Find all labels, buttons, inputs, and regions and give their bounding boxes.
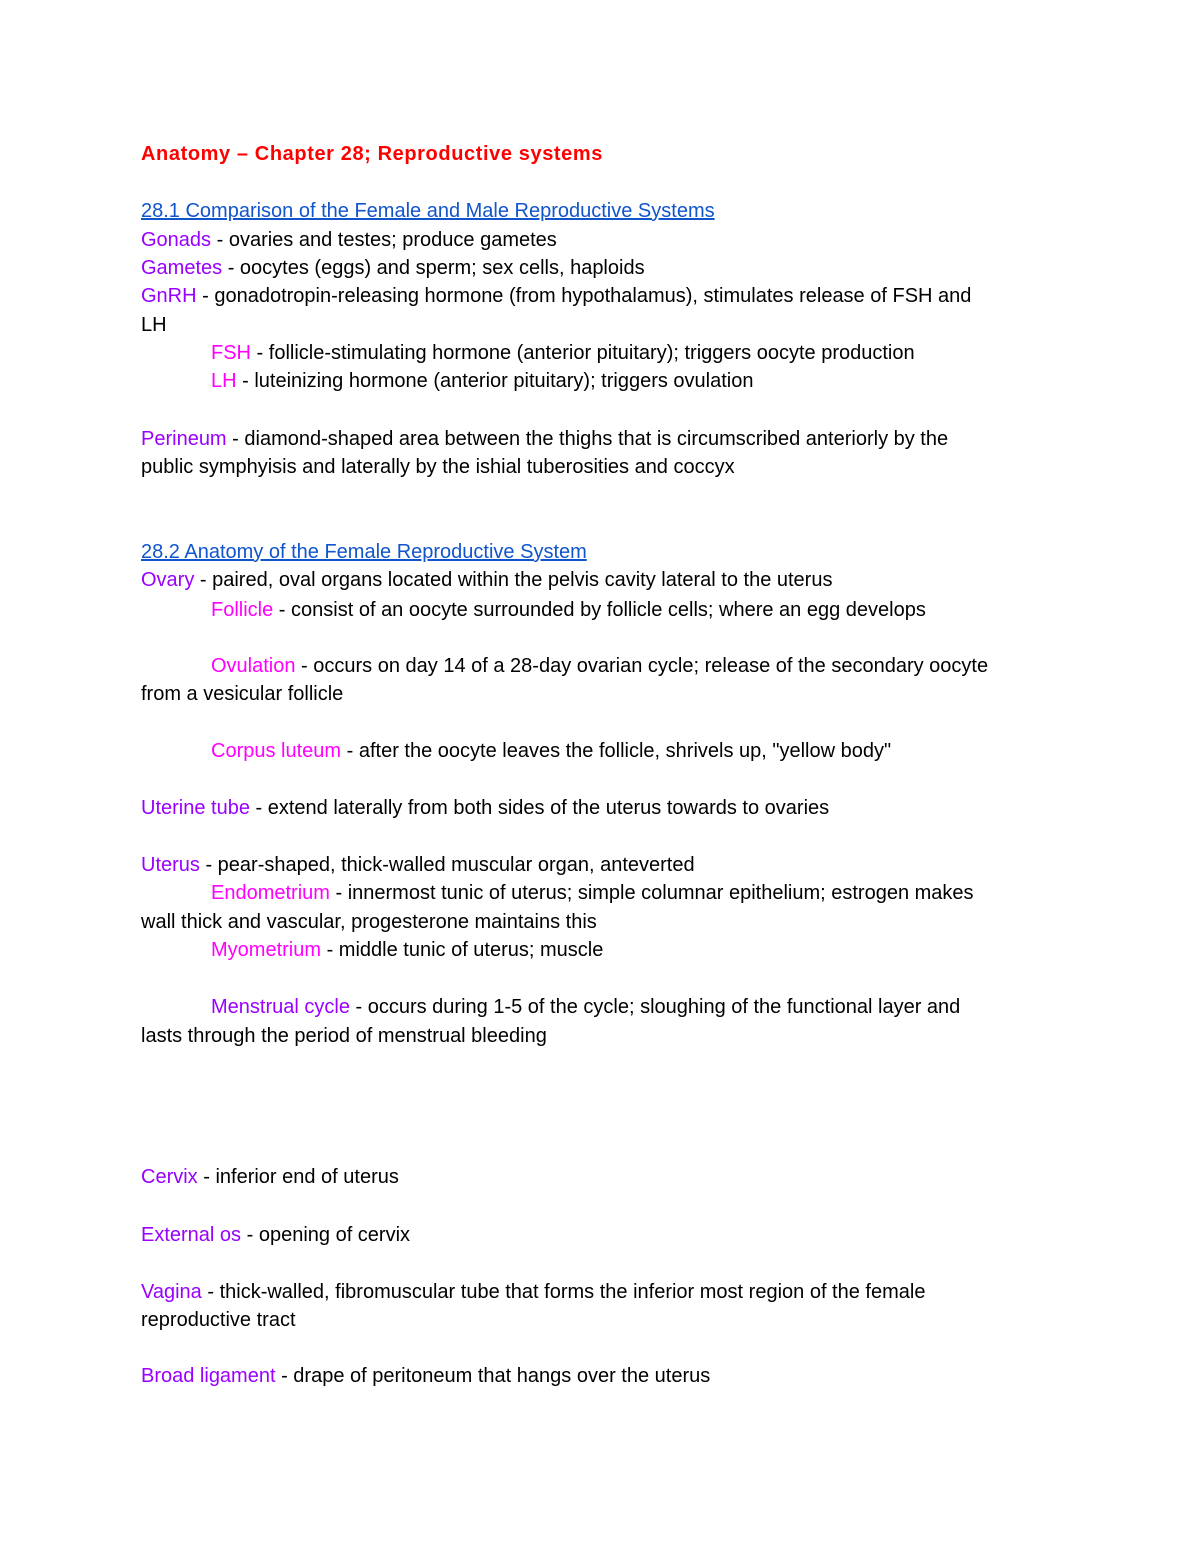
term-ovary: Ovary bbox=[141, 569, 195, 591]
term-gnrh: GnRH bbox=[141, 285, 197, 307]
entry-vagina bbox=[141, 1278, 925, 1306]
definition-corpus-luteum: - after the oocyte leaves the follicle, shrivels up, "yellow body" bbox=[341, 740, 892, 762]
term-menstrual-cycle: Menstrual cycle bbox=[211, 996, 350, 1018]
definition-follicle: - consist of an oocyte surrounded by follicle cells; where an egg develops bbox=[273, 599, 926, 621]
definition-broad-ligament: - drape of peritoneum that hangs over the uterus bbox=[275, 1365, 711, 1387]
definition-perineum: - diamond-shaped area between the thighs that is circumscribed anteriorly by the bbox=[226, 428, 949, 450]
term-lh: LH bbox=[211, 370, 237, 392]
term-gametes: Gametes bbox=[141, 257, 223, 279]
definition-uterine-tube: - extend laterally from both sides of the uterus towards to ovaries bbox=[249, 797, 830, 819]
term-uterus: Uterus bbox=[141, 854, 200, 876]
definition-uterus: - pear-shaped, thick-walled muscular organ, anteverted bbox=[199, 854, 695, 876]
entry-corpus-luteum bbox=[211, 737, 891, 765]
entry-uterus bbox=[141, 851, 695, 879]
definition-ovulation-continued: from a vesicular follicle bbox=[141, 683, 344, 705]
entry-ovary bbox=[141, 566, 832, 594]
entry-myometrium bbox=[211, 936, 603, 964]
definition-menstrual-cycle: - occurs during 1-5 of the cycle; sloughing of the functional layer and bbox=[349, 996, 961, 1018]
term-broad-ligament: Broad ligament bbox=[141, 1365, 276, 1387]
definition-fsh: - follicle-stimulating hormone (anterior pituitary); triggers oocyte production bbox=[251, 342, 915, 364]
definition-menstrual-cycle-continued: lasts through the period of menstrual bleeding bbox=[141, 1025, 547, 1047]
document-title: Anatomy – Chapter 28; Reproductive systems bbox=[141, 143, 604, 165]
term-corpus-luteum: Corpus luteum bbox=[211, 740, 342, 762]
entry-perineum bbox=[141, 425, 948, 453]
definition-lh: - luteinizing hormone (anterior pituitary); triggers ovulation bbox=[236, 370, 754, 392]
definition-gnrh: - gonadotropin-releasing hormone (from hypothalamus), stimulates release of FSH and bbox=[196, 285, 972, 307]
term-endometrium: Endometrium bbox=[211, 882, 330, 904]
entry-ovulation bbox=[211, 652, 988, 680]
definition-vagina-continued: reproductive tract bbox=[141, 1309, 296, 1331]
entry-lh bbox=[211, 367, 753, 395]
entry-broad-ligament bbox=[141, 1362, 710, 1390]
definition-vagina: - thick-walled, fibromuscular tube that forms the inferior most region of the female bbox=[201, 1281, 926, 1303]
entry-fsh bbox=[211, 339, 915, 367]
entry-cervix bbox=[141, 1163, 399, 1191]
definition-ovulation: - occurs on day 14 of a 28-day ovarian cycle; release of the secondary oocyte bbox=[295, 655, 989, 677]
entry-uterine-tube bbox=[141, 794, 829, 822]
term-external-os: External os bbox=[141, 1224, 242, 1246]
section-heading-28-1[interactable]: 28.1 Comparison of the Female and Male Reproductive Systems bbox=[141, 200, 715, 222]
term-myometrium: Myometrium bbox=[211, 939, 322, 961]
definition-perineum-continued: public symphyisis and laterally by the ishial tuberosities and coccyx bbox=[141, 456, 735, 478]
entry-menstrual-cycle bbox=[211, 993, 960, 1021]
definition-endometrium-continued: wall thick and vascular, progesterone maintains this bbox=[141, 911, 597, 933]
entry-endometrium bbox=[211, 879, 974, 907]
term-perineum: Perineum bbox=[141, 428, 227, 450]
definition-external-os: - opening of cervix bbox=[241, 1224, 411, 1246]
definition-gonads: - ovaries and testes; produce gametes bbox=[211, 229, 557, 251]
entry-external-os bbox=[141, 1221, 410, 1249]
definition-myometrium: - middle tunic of uterus; muscle bbox=[321, 939, 604, 961]
definition-gametes: - oocytes (eggs) and sperm; sex cells, haploids bbox=[222, 257, 645, 279]
term-cervix: Cervix bbox=[141, 1166, 198, 1188]
entry-follicle bbox=[211, 596, 926, 624]
definition-ovary: - paired, oval organs located within the pelvis cavity lateral to the uterus bbox=[194, 569, 833, 591]
definition-endometrium: - innermost tunic of uterus; simple columnar epithelium; estrogen makes bbox=[329, 882, 974, 904]
term-fsh: FSH bbox=[211, 342, 251, 364]
definition-gnrh-continued: LH bbox=[141, 314, 167, 336]
term-vagina: Vagina bbox=[141, 1281, 202, 1303]
entry-gnrh bbox=[141, 282, 971, 310]
entry-gonads bbox=[141, 226, 557, 254]
section-heading-28-2[interactable]: 28.2 Anatomy of the Female Reproductive System bbox=[141, 541, 587, 563]
definition-cervix: - inferior end of uterus bbox=[197, 1166, 399, 1188]
term-gonads: Gonads bbox=[141, 229, 212, 251]
term-uterine-tube: Uterine tube bbox=[141, 797, 250, 819]
term-ovulation: Ovulation bbox=[211, 655, 296, 677]
term-follicle: Follicle bbox=[211, 599, 274, 621]
entry-gametes bbox=[141, 254, 645, 282]
